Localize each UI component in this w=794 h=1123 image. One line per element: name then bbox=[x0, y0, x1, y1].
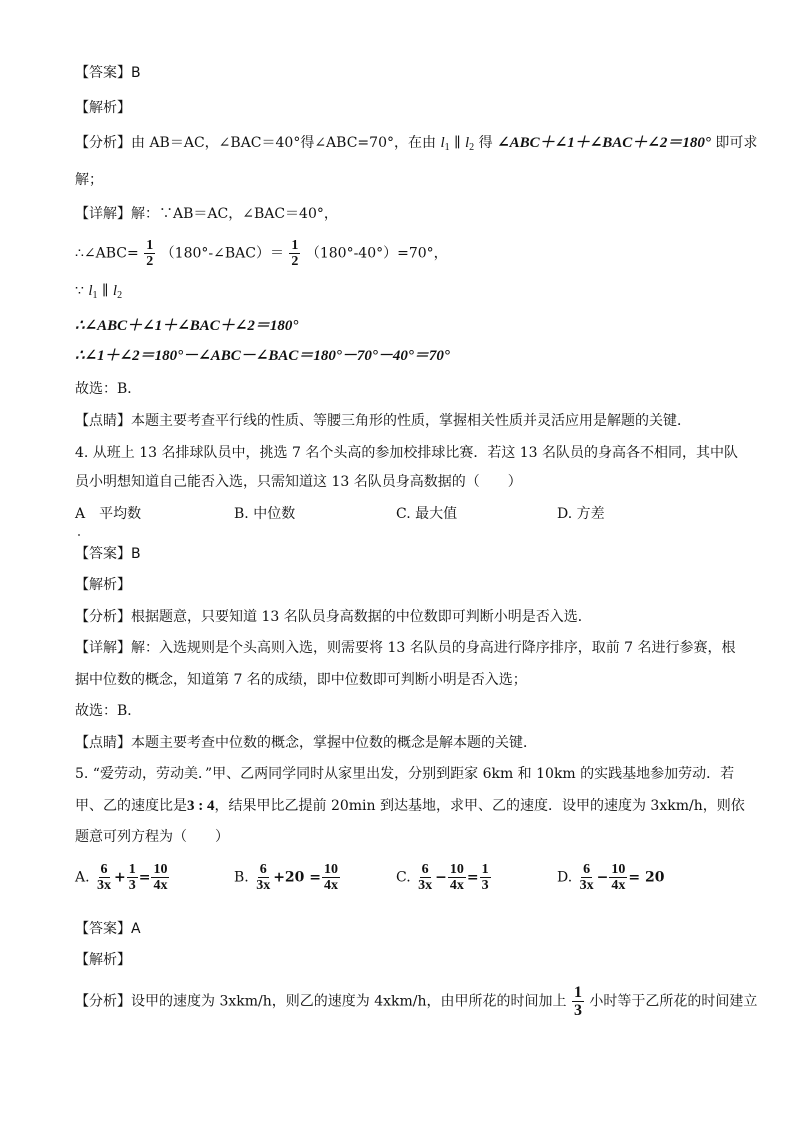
frac-b2: $\frac{10}{4x}$ bbox=[324, 862, 339, 893]
q4-answer: 【答案】B bbox=[75, 546, 141, 562]
q4-option-a: A 平均数 bbox=[75, 506, 142, 522]
q3-fenxi-cont: 解； bbox=[75, 172, 103, 188]
frac-a1: $\frac{6}{3x}$ bbox=[97, 862, 112, 893]
q5-jiexi: 【解析】 bbox=[75, 952, 131, 968]
frac-d1: $\frac{6}{3x}$ bbox=[579, 862, 594, 893]
q4-option-b: B. 中位数 bbox=[234, 506, 296, 522]
q3-step1: ∴∠ABC= $\frac{1}{2}$ （180°-∠BAC）＝ $\frac{1}{2}$ （180°-40°）=70°， bbox=[75, 238, 448, 269]
frac-b1: $\frac{6}{3x}$ bbox=[256, 862, 271, 893]
q4-option-d: D. 方差 bbox=[557, 506, 605, 522]
l2-symbol: $l_2$ bbox=[464, 135, 475, 153]
q5-stem-2: 甲、乙的速度比是3 : 4，结果甲比乙提前 20min 到达基地，求甲、乙的速度．设甲的速度为 3xkm/h，则依 bbox=[75, 798, 745, 814]
q3-step4: ∴∠1＋∠2＝180°－∠ABC－∠BAC＝180°－70°－40°＝70° bbox=[75, 348, 450, 364]
q3-step2: ∵ $l_1$ ∥ $l_2$ bbox=[75, 283, 123, 301]
l2-symbol-2: $l_2$ bbox=[112, 283, 123, 301]
frac-d2: $\frac{10}{4x}$ bbox=[611, 862, 626, 893]
q4-stem-1: 4. 从班上 13 名排球队员中，挑选 7 名个头高的参加校排球比赛．若这 13 名队员的身高各不相同，其中队 bbox=[75, 445, 739, 461]
q5-option-d: D. $\frac{6}{3x}$ − $\frac{10}{4x}$ = 20 bbox=[557, 862, 665, 893]
q5-option-c: C. $\frac{6}{3x}$ − $\frac{10}{4x}$ = $\frac{1}{3}$ bbox=[396, 862, 489, 893]
frac-c2: $\frac{10}{4x}$ bbox=[449, 862, 464, 893]
l1-symbol: $l_1$ bbox=[440, 135, 450, 153]
fraction-third: $\frac{1}{3}$ bbox=[573, 984, 582, 1019]
q5-option-b: B. $\frac{6}{3x}$ +20 = $\frac{10}{4x}$ bbox=[234, 862, 339, 893]
q4-xiangjie-1: 【详解】解：入选规则是个头高则入选，则需要将 13 名队员的身高进行降序排序，取前 7 名进行参赛，根 bbox=[75, 640, 736, 656]
q3-choose: 故选：B． bbox=[75, 381, 142, 397]
fraction-half-2: $\frac{1}{2}$ bbox=[291, 238, 299, 269]
q3-fenxi: 【分析】由 AB＝AC，∠BAC＝40°得∠ABC=70°，在由 $l_1$ ∥ $l_2$ 得 ∠ABC＋∠1＋∠BAC＋∠2＝180° 即可求 bbox=[75, 135, 758, 153]
q5-stem-3: 题意可列方程为（ ） bbox=[75, 829, 229, 845]
q4-stem-2: 员小明想知道自己能否入选，只需知道这 13 名队员身高数据的（ ） bbox=[75, 474, 522, 490]
q3-dianjing: 【点睛】本题主要考查平行线的性质、等腰三角形的性质，掌握相关性质并灵活应用是解题的关键． bbox=[75, 413, 691, 429]
fraction-half: $\frac{1}{2}$ bbox=[146, 238, 154, 269]
q5-option-a: A. $\frac{6}{3x}$ + $\frac{1}{3}$ = $\frac{10}{4x}$ bbox=[75, 862, 168, 893]
q5-answer: 【答案】A bbox=[75, 921, 141, 937]
frac-a3: $\frac{10}{4x}$ bbox=[153, 862, 168, 893]
l1-symbol-2: $l_1$ bbox=[88, 283, 98, 301]
q4-fenxi: 【分析】根据题意，只要知道 13 名队员身高数据的中位数即可判断小明是否入选． bbox=[75, 609, 592, 625]
q3-step3: ∴∠ABC＋∠1＋∠BAC＋∠2＝180° bbox=[75, 318, 299, 334]
frac-c3: $\frac{1}{3}$ bbox=[481, 862, 489, 893]
q3-answer: 【答案】B bbox=[75, 65, 141, 81]
q5-fenxi: 【分析】设甲的速度为 3xkm/h，则乙的速度为 4xkm/h，由甲所花的时间加上 $\frac{1}{3}$ 小时等于乙所花的时间建立 bbox=[75, 984, 758, 1019]
q4-jiexi: 【解析】 bbox=[75, 577, 131, 593]
q3-xiangjie: 【详解】解：∵AB＝AC，∠BAC＝40°， bbox=[75, 206, 338, 222]
q4-choose: 故选：B． bbox=[75, 703, 142, 719]
q4-dianjing: 【点睛】本题主要考查中位数的概念，掌握中位数的概念是解本题的关键． bbox=[75, 735, 537, 751]
q3-jiexi: 【解析】 bbox=[75, 100, 131, 116]
q5-stem-1: 5. “爱劳动，劳动美．”甲、乙两同学同时从家里出发，分别到距家 6km 和 10km 的实践基地参加劳动．若 bbox=[75, 766, 735, 782]
q4-option-c: C. 最大值 bbox=[396, 506, 458, 522]
frac-c1: $\frac{6}{3x}$ bbox=[418, 862, 433, 893]
frac-a2: $\frac{1}{3}$ bbox=[128, 862, 136, 893]
stray-dot bbox=[78, 534, 80, 536]
q4-xiangjie-2: 据中位数的概念，知道第 7 名的成绩，即中位数即可判断小明是否入选； bbox=[75, 672, 527, 688]
